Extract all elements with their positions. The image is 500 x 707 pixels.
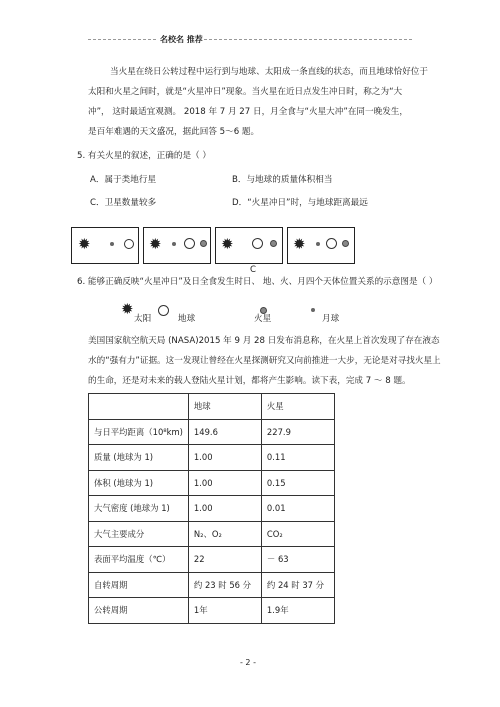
table-cell: 227.9 bbox=[261, 419, 334, 445]
diagram-option-3 bbox=[215, 227, 283, 264]
table-cell: CO₂ bbox=[261, 521, 334, 547]
legend-sun-icon: ✹ bbox=[121, 300, 134, 318]
legend-moon-label: 月球 bbox=[322, 314, 340, 324]
q5-option-c: C．卫星数量较多 bbox=[90, 198, 157, 208]
moon-icon bbox=[172, 242, 176, 246]
table-cell: － 63 bbox=[261, 547, 334, 573]
nasa-line-2: 水的“强有力”证据。这一发现让曾经在火星探测研究又向前推进一大步，无论是对寻找火星上 bbox=[88, 356, 441, 366]
table-row bbox=[89, 572, 335, 598]
sun-icon: ✹ bbox=[149, 235, 162, 253]
table-cell: 1.00 bbox=[188, 496, 261, 522]
table-cell: 自转周期 bbox=[89, 572, 189, 598]
header-title: 名校名 推荐 bbox=[160, 35, 203, 44]
table-cell: 0.01 bbox=[261, 496, 334, 522]
table-cell: 0.15 bbox=[261, 470, 334, 496]
q5-option-d: D．“火星冲日”时，与地球距离最远 bbox=[232, 198, 368, 208]
q5-stem: 5. 有关火星的叙述，正确的是（ ） bbox=[77, 151, 211, 161]
table-cell: 1.9年 bbox=[261, 598, 334, 624]
table-cell: 体积 (地球为 1) bbox=[89, 470, 189, 496]
legend-sun-label: 太阳 bbox=[134, 314, 152, 324]
diagram-option-2 bbox=[143, 227, 211, 264]
diagram-option-4 bbox=[287, 227, 355, 264]
table-cell: 与日平均距离（10⁸km) bbox=[89, 419, 189, 445]
table-cell: 1年 bbox=[188, 598, 261, 624]
table-row bbox=[89, 547, 335, 573]
legend-mars-label: 火星 bbox=[254, 314, 272, 324]
earth-icon bbox=[124, 239, 134, 249]
table-row bbox=[89, 598, 335, 624]
moon-icon bbox=[110, 242, 114, 246]
earth-icon bbox=[326, 238, 337, 249]
intro-line-1: 当火星在绕日公转过程中运行到与地球、太阳成一条直线的状态，而且地球恰好位于 bbox=[110, 67, 428, 77]
table-cell: 大气主要成分 bbox=[89, 521, 189, 547]
table-cell: 质量 (地球为 1) bbox=[89, 445, 189, 471]
table-cell: N₂、O₂ bbox=[188, 521, 261, 547]
mars-icon bbox=[270, 240, 277, 247]
earth-icon bbox=[252, 238, 263, 249]
nasa-line-3: 的生命，还是对未来的载人登陆火星计划，都将产生影响。读下表，完成 7 ～ 8 题。 bbox=[88, 376, 411, 386]
earth-icon bbox=[184, 238, 195, 249]
q5-option-b: B．与地球的质量体积相当 bbox=[232, 175, 333, 185]
table-row bbox=[89, 445, 335, 471]
table-cell: 表面平均温度（℃） bbox=[89, 547, 189, 573]
diagram-letter: C bbox=[250, 265, 257, 275]
table-row bbox=[89, 496, 335, 522]
intro-line-2: 太阳和火星之间时，就是“火星冲日”现象。当火星在近日点发生冲日时，称之为“大 bbox=[88, 87, 403, 97]
sun-icon: ✹ bbox=[293, 235, 306, 253]
table-cell: 约 24 时 37 分 bbox=[261, 572, 334, 598]
table-header-cell bbox=[89, 394, 189, 420]
table-header-row bbox=[89, 394, 335, 420]
moon-icon bbox=[316, 242, 320, 246]
table-cell: 149.6 bbox=[188, 419, 261, 445]
page-number: - 2 - bbox=[240, 658, 256, 667]
intro-line-3: 冲”， 这时最适宜观测。 2018 年 7 月 27 日，月全食与“火星大冲”在同一晚发生， bbox=[88, 107, 408, 117]
intro-line-4: 是百年难遇的天文盛况，据此回答 5～6 题。 bbox=[88, 127, 260, 137]
table-header-cell: 火星 bbox=[261, 394, 334, 420]
table-row bbox=[89, 470, 335, 496]
table-cell: 公转周期 bbox=[89, 598, 189, 624]
legend-earth-icon bbox=[158, 305, 169, 316]
legend-earth-label: 地球 bbox=[178, 314, 196, 324]
q6-stem: 6. 能够正确反映“火星冲日”及日全食发生时日、 地、火、月四个天体位置关系的示意图是（ ） bbox=[77, 277, 438, 287]
diagram-option-1 bbox=[71, 227, 139, 264]
nasa-line-1: 美国国家航空航天局 (NASA)2015 年 9 月 28 日发布消息称，在火星上首次发现了存在液态 bbox=[88, 336, 440, 346]
mars-earth-table bbox=[88, 393, 335, 624]
mars-icon bbox=[342, 240, 349, 247]
table-cell: 22 bbox=[188, 547, 261, 573]
table-row bbox=[89, 521, 335, 547]
mars-icon bbox=[200, 240, 207, 247]
header-rule-right bbox=[204, 39, 412, 40]
table-cell: 0.11 bbox=[261, 445, 334, 471]
sun-icon: ✹ bbox=[78, 235, 91, 253]
table-cell: 1.00 bbox=[188, 445, 261, 471]
table-cell: 1.00 bbox=[188, 470, 261, 496]
table-header-cell: 地球 bbox=[188, 394, 261, 420]
q5-option-a: A．属于类地行星 bbox=[90, 175, 157, 185]
table-cell: 约 23 时 56 分 bbox=[188, 572, 261, 598]
table-row bbox=[89, 419, 335, 445]
header-rule-left bbox=[88, 39, 156, 40]
table-cell: 大气密度 (地球为 1) bbox=[89, 496, 189, 522]
sun-icon: ✹ bbox=[221, 235, 234, 253]
legend-moon-icon bbox=[311, 308, 315, 312]
